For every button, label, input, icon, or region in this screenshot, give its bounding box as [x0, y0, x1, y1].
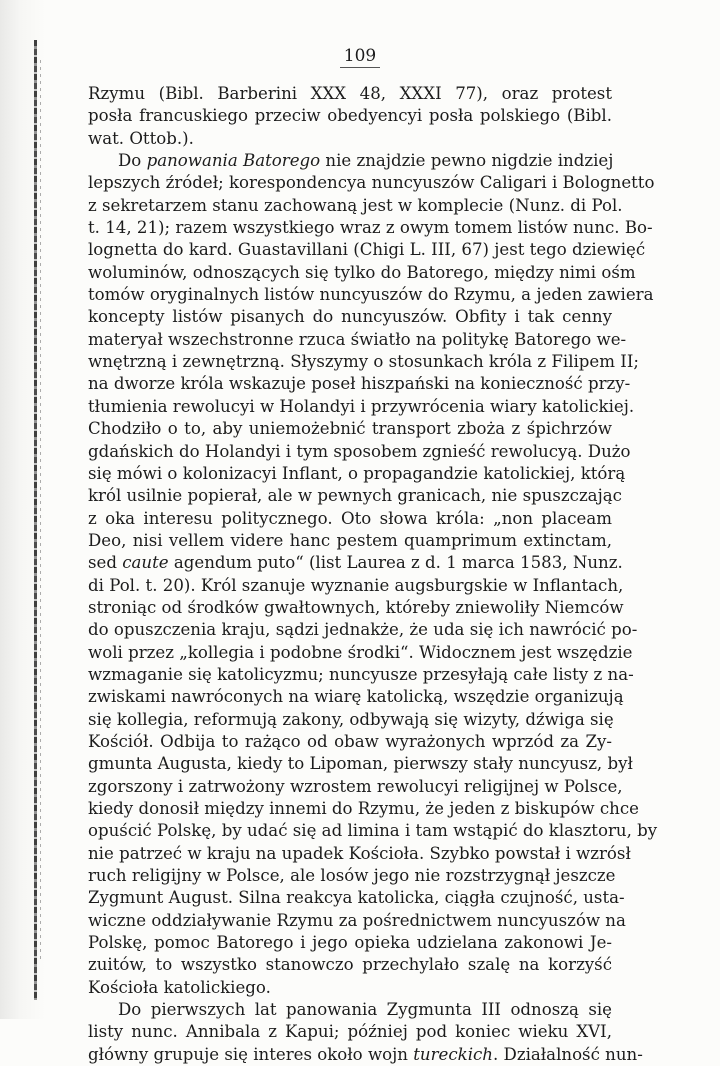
text-line: się mówi o kolonizacyi Inflant, o propagandzie katolickiej, którą	[88, 463, 626, 483]
text-line: Do panowania Batorego nie znajdzie pewno nigdzie indziej	[118, 151, 614, 171]
text-line: Rzymu (Bibl. Barberini XXX 48, XXXI 77), oraz protest	[88, 84, 612, 103]
text-line: kiedy donosił między innemi do Rzymu, że jeden z biskupów chce	[88, 799, 639, 818]
text-line: Zygmunt August. Silna reakcya katolicka, ciągła czujność, usta-	[88, 888, 625, 908]
text-line: zwiskami nawróconych na wiarę katolicką, wszędzie organizują	[88, 687, 624, 707]
text-line: lognetta do kard. Guastavillani (Chigi L. III, 67) jest tego dziewięć	[88, 240, 646, 260]
text-line: gmunta Augusta, kiedy to Lipoman, pierwszy stały nuncyusz, był	[88, 754, 633, 774]
text-line: opuścić Polskę, by udać się ad limina i tam wstąpić do klasztoru, by	[88, 821, 658, 841]
text-line: woli przez „kollegia i podobne środki“. Widocznem jest wszędzie	[88, 642, 633, 662]
page-body-text	[88, 83, 658, 1066]
text-line: zuitów, to wszystko stanowczo przechylało szalę na korzyść	[88, 955, 612, 975]
text-line: posła francuskiego przeciw obedyencyi posła polskiego (Bibl.	[88, 106, 612, 126]
binding-shadow-line	[34, 40, 37, 1000]
emphasized-text: tureckich	[413, 1044, 493, 1064]
text-line: koncepty listów pisanych do nuncyuszów. Obfity i tak cenny	[88, 307, 612, 327]
text-line: tomów oryginalnych listów nuncyuszów do Rzymu, a jeden zawiera	[88, 285, 654, 305]
text-line: listy nunc. Annibala z Kapui; później pod koniec wieku XVI,	[88, 1022, 612, 1042]
text-line: sed caute agendum puto“ (list Laurea z d. 1 marca 1583, Nunz.	[88, 553, 623, 573]
text-line: wiczne oddziaływanie Rzymu za pośrednictwem nuncyuszów na	[88, 910, 626, 930]
text-line: do opuszczenia kraju, sądzi jednakże, że uda się ich nawrócić po-	[88, 620, 638, 640]
text-line: di Pol. t. 20). Król szanuje wyznanie augsburgskie w Inflantach,	[88, 575, 624, 595]
text-line: materyał wszechstronne rzuca światło na politykę Batorego we-	[88, 329, 627, 349]
text-line: lepszych źródeł; korespondencya nuncyuszów Caligari i Bolognetto	[88, 173, 655, 193]
text-line: gdańskich do Holandyi i tym sposobem zgnieść rewolucyą. Dużo	[88, 441, 631, 461]
text-line: Chodziło o to, aby uniemożebnić transport zboża z śpichrzów	[88, 419, 612, 439]
text-line: nie patrzeć w kraju na upadek Kościoła. Szybko powstał i wzrósł	[88, 843, 631, 863]
emphasized-text: caute	[122, 553, 169, 573]
text-line: główny grupuje się interes około wojn tureckich. Działalność nun-	[88, 1044, 643, 1064]
text-line: z oka interesu politycznego. Oto słowa króla: „non placeam	[88, 508, 612, 528]
emphasized-text: panowania Batorego	[146, 151, 321, 171]
text-line: t. 14, 21); razem wszystkiego wraz z owym tomem listów nunc. Bo-	[88, 218, 653, 238]
text-line: ruch religijny w Polsce, ale losów jego nie rozstrzygnął jeszcze	[88, 866, 616, 886]
text-line: Kościoła katolickiego.	[88, 977, 271, 997]
text-line: Polskę, pomoc Batorego i jego opieka udzielana zakonowi Je-	[88, 933, 612, 953]
text-line: wnętrzną i zewnętrzną. Słyszymy o stosunkach króla z Filipem II;	[88, 352, 639, 372]
page-number	[0, 45, 720, 68]
text-line: Kościół. Odbija to rażąco od obaw wyrażonych wprzód za Zy-	[88, 731, 612, 751]
page-number-text: 109	[340, 45, 380, 68]
text-line: wzmaganie się katolicyzmu; nuncyusze przesyłają całe listy z na-	[88, 664, 634, 684]
text-line: król usilnie popierał, ale w pewnych granicach, nie spuszczając	[88, 486, 622, 506]
text-line: na dworze króla wskazuje poseł hiszpański na konieczność przy-	[88, 374, 631, 394]
text-line: tłumienia rewolucyi w Holandyi i przywrócenia wiary katolickiej.	[88, 396, 635, 416]
text-line: Deo, nisi vellem videre hanc pestem quamprimum extinctam,	[88, 530, 612, 550]
text-line: się kollegia, reformują zakony, odbywają się wizyty, dźwiga się	[88, 709, 614, 729]
text-line: woluminów, odnoszących się tylko do Batorego, między nimi ośm	[88, 262, 636, 282]
text-line: stroniąc od środków gwałtownych, któreby zniewoliły Niemców	[88, 597, 624, 617]
binding-shadow-line-secondary	[40, 60, 41, 960]
text-line: Do pierwszych lat panowania Zygmunta III odnoszą się	[118, 1000, 612, 1020]
text-line: wat. Ottob.).	[88, 128, 194, 148]
text-line: z sekretarzem stanu zachowaną jest w komplecie (Nunz. di Pol.	[88, 195, 623, 215]
text-line: zgorszony i zatrwożony wzrostem rewolucyi religijnej w Polsce,	[88, 776, 623, 796]
